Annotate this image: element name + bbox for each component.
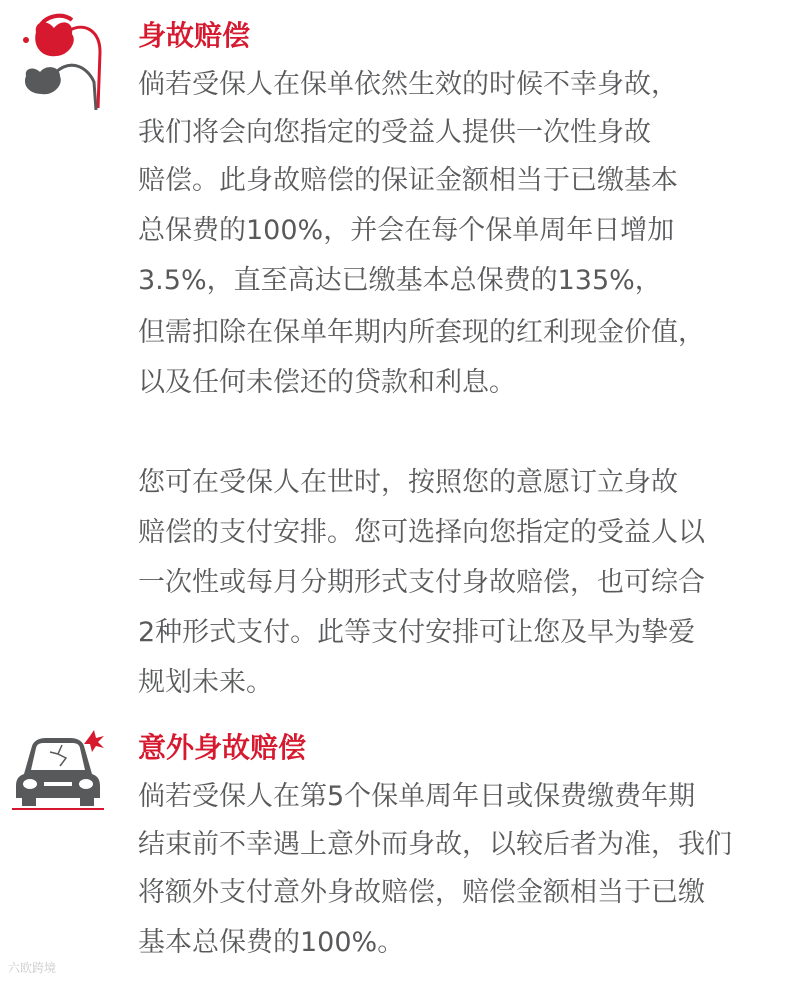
accidental-death-benefit-section bbox=[0, 720, 794, 982]
text-line: 3.5%，直至高达已缴基本总保费的135%， bbox=[138, 265, 662, 296]
text-line: 规划未来。 bbox=[138, 667, 273, 698]
text-line: 总保费的100%，并会在每个保单周年日增加 bbox=[138, 215, 675, 246]
text-line: 您可在受保人在世时，按照您的意愿订立身故 bbox=[138, 467, 678, 498]
text-line: 赔偿的支付安排。您可选择向您指定的受益人以 bbox=[138, 517, 705, 548]
text-line: 2种形式支付。此等支付安排可让您及早为挚爱 bbox=[138, 617, 696, 648]
car-accident-icon bbox=[10, 730, 106, 814]
text-line: 以及任何未偿还的贷款和利息。 bbox=[138, 367, 516, 398]
text-line: 基本总保费的100%。 bbox=[138, 927, 405, 958]
text-line: 将额外支付意外身故赔偿，赔偿金额相当于已缴 bbox=[138, 877, 705, 908]
text-line: 但需扣除在保单年期内所套现的红利现金价值， bbox=[138, 317, 705, 348]
death-benefit-title: 身故赔偿 bbox=[138, 19, 251, 52]
text-line: 我们将会向您指定的受益人提供一次性身故 bbox=[138, 117, 651, 148]
text-line: 一次性或每月分期形式支付身故赔偿，也可综合 bbox=[138, 567, 705, 598]
watermark: 六欧跨境 bbox=[8, 961, 57, 975]
accidental-death-benefit-title: 意外身故赔偿 bbox=[138, 731, 307, 764]
text-line: 倘若受保人在保单依然生效的时候不幸身故， bbox=[138, 69, 678, 100]
text-line: 倘若受保人在第5个保单周年日或保费缴费年期 bbox=[138, 781, 696, 812]
text-line: 结束前不幸遇上意外而身故，以较后者为准，我们 bbox=[138, 829, 732, 860]
wilting-flower-icon bbox=[16, 12, 108, 116]
text-line: 赔偿。此身故赔偿的保证金额相当于已缴基本 bbox=[138, 165, 678, 196]
